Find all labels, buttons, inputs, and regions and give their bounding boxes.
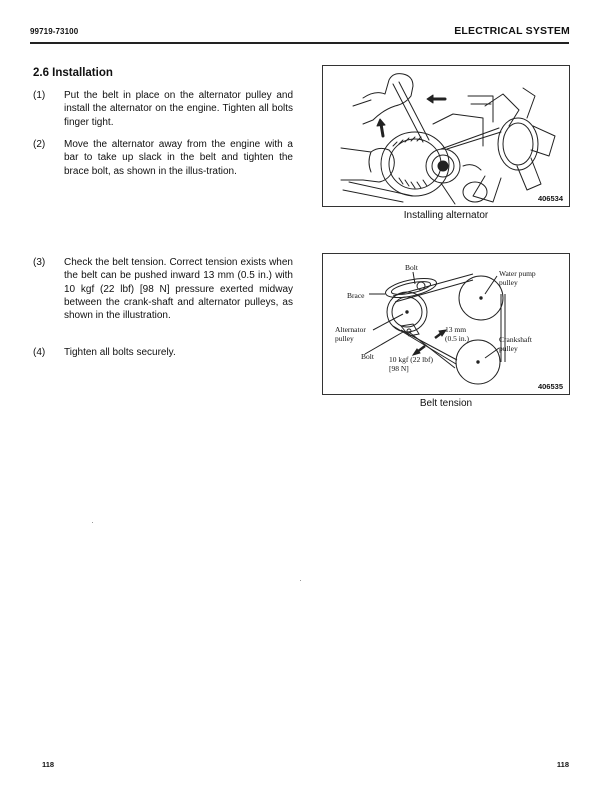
step-3 [33,256,293,322]
label-force-1: 10 kgf (22 lbf) [389,355,433,364]
step-text: Move the alternator away from the engine with a bar to take up slack in the belt and tighten the brace bolt, as shown in the illus-tration. [64,139,293,177]
section-heading: 2.6 Installation [33,67,113,79]
label-bolt-top: Bolt [405,263,418,272]
scan-speck [92,522,93,523]
step-1 [33,89,293,129]
figure-caption: Belt tension [419,398,473,409]
step-4 [33,346,293,359]
step-text: Check the belt tension. Correct tension exists when the belt can be pushed inward 13 mm (0.5 in.) with 10 kgf (22 lbf) [98 N] pressure exerted midway between the crank-shaft and alternator pulleys, as shown in the illustration. [64,257,293,322]
label-force-2: [98 N] [389,364,409,373]
belt-tension-diagram [323,254,569,394]
figure-id: 406534 [537,194,563,203]
label-crankshaft-1: Crankshaft [499,335,532,344]
label-water-pump-2: pulley [499,278,518,287]
step-text: Put the belt in place on the alternator pulley and install the alternator on the engine. Tighten all bolts finger tight. [64,90,293,128]
label-alternator-pulley-1: Alternator [335,325,366,334]
step-number: (2) [33,139,46,150]
page-number-right: 118 [556,760,569,769]
step-number: (3) [33,257,46,268]
figure-caption: Installing alternator [403,210,489,221]
figure-installing-alternator [322,65,570,207]
label-alternator-pulley-2: pulley [335,334,354,343]
figure-id: 406535 [537,382,563,391]
section-header: ELECTRICAL SYSTEM [454,25,570,37]
step-text: Tighten all bolts securely. [64,347,176,358]
label-crankshaft-2: pulley [499,344,518,353]
header-divider [30,42,569,44]
label-bolt-bottom: Bolt [361,352,374,361]
label-deflection-1: 13 mm [445,325,467,334]
figure-belt-tension [322,253,570,395]
document-number: 99719-73100 [30,27,79,36]
step-number: (1) [33,90,46,101]
page-number-left: 118 [42,760,55,769]
label-deflection-2: (0.5 in.) [445,334,469,343]
label-brace: Brace [347,291,365,300]
label-water-pump-1: Water pump [499,269,536,278]
step-2 [33,138,293,178]
alternator-illustration [323,66,569,206]
step-number: (4) [33,347,46,358]
scan-speck [300,580,301,581]
